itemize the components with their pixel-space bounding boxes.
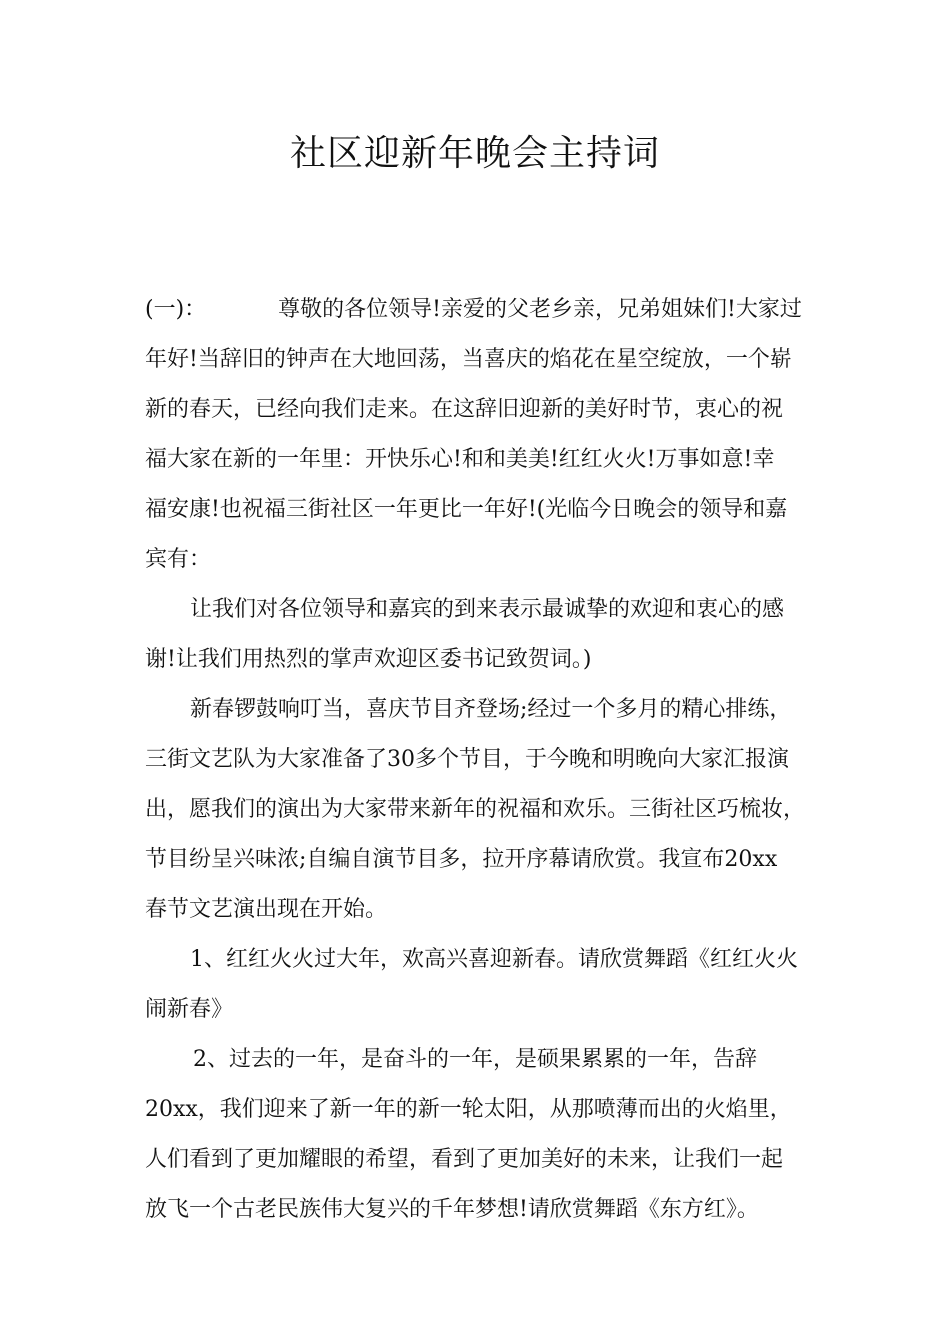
paragraph-1-text: 尊敬的各位领导!亲爱的父老乡亲，兄弟姐妹们!大家过 bbox=[278, 297, 802, 322]
paragraph-1-line-1 bbox=[145, 285, 815, 335]
paragraph-4-line-2: 闹新春》 bbox=[145, 997, 234, 1022]
paragraph-2-line-2: 谢!让我们用热烈的掌声欢迎区委书记致贺词。) bbox=[145, 647, 592, 672]
paragraph-3-line-4: 节目纷呈兴味浓;自编自演节目多，拉开序幕请欣赏。我宣布20xx bbox=[145, 847, 778, 872]
paragraph-3-line-2: 三街文艺队为大家准备了30多个节目，于今晚和明晚向大家汇报演 bbox=[145, 747, 789, 772]
paragraph-1-line-3: 新的春天，已经向我们走来。在这辞旧迎新的美好时节，衷心的祝 bbox=[145, 397, 784, 422]
document-title: 社区迎新年晚会主持词 bbox=[289, 133, 660, 174]
paragraph-3-line-1: 新春锣鼓响叮当，喜庆节目齐登场;经过一个多月的精心排练， bbox=[190, 697, 792, 722]
paragraph-3-line-3: 出，愿我们的演出为大家带来新年的祝福和欢乐。三街社区巧梳妆， bbox=[145, 797, 806, 822]
paragraph-5-line-2: 20xx，我们迎来了新一年的新一轮太阳，从那喷薄而出的火焰里， bbox=[145, 1097, 792, 1122]
paragraph-5-line-1: 2、过去的一年，是奋斗的一年，是硕果累累的一年，告辞 bbox=[193, 1047, 757, 1072]
paragraph-4-line-1: 1、红红火火过大年，欢高兴喜迎新春。请欣赏舞蹈《红红火火 bbox=[190, 947, 798, 972]
document-body bbox=[145, 285, 815, 1235]
paragraph-1-line-4: 福大家在新的一年里：开快乐心!和和美美!红红火火!万事如意!幸 bbox=[145, 447, 775, 472]
paragraph-5-line-3: 人们看到了更加耀眼的希望，看到了更加美好的未来，让我们一起 bbox=[145, 1147, 784, 1172]
paragraph-1-line-2: 年好!当辞旧的钟声在大地回荡，当喜庆的焰花在星空绽放，一个崭 bbox=[145, 347, 792, 372]
paragraph-3-line-5: 春节文艺演出现在开始。 bbox=[145, 897, 388, 922]
paragraph-1-line-5: 福安康!也祝福三街社区一年更比一年好!(光临今日晚会的领导和嘉 bbox=[145, 497, 788, 522]
paragraph-5-line-4: 放飞一个古老民族伟大复兴的千年梦想!请欣赏舞蹈《东方红》。 bbox=[145, 1197, 759, 1222]
paragraph-1-line-6: 宾有： bbox=[145, 547, 212, 572]
paragraph-2-line-1: 让我们对各位领导和嘉宾的到来表示最诚挚的欢迎和衷心的感 bbox=[190, 597, 785, 622]
paragraph-1-label: (一)： bbox=[145, 297, 207, 322]
